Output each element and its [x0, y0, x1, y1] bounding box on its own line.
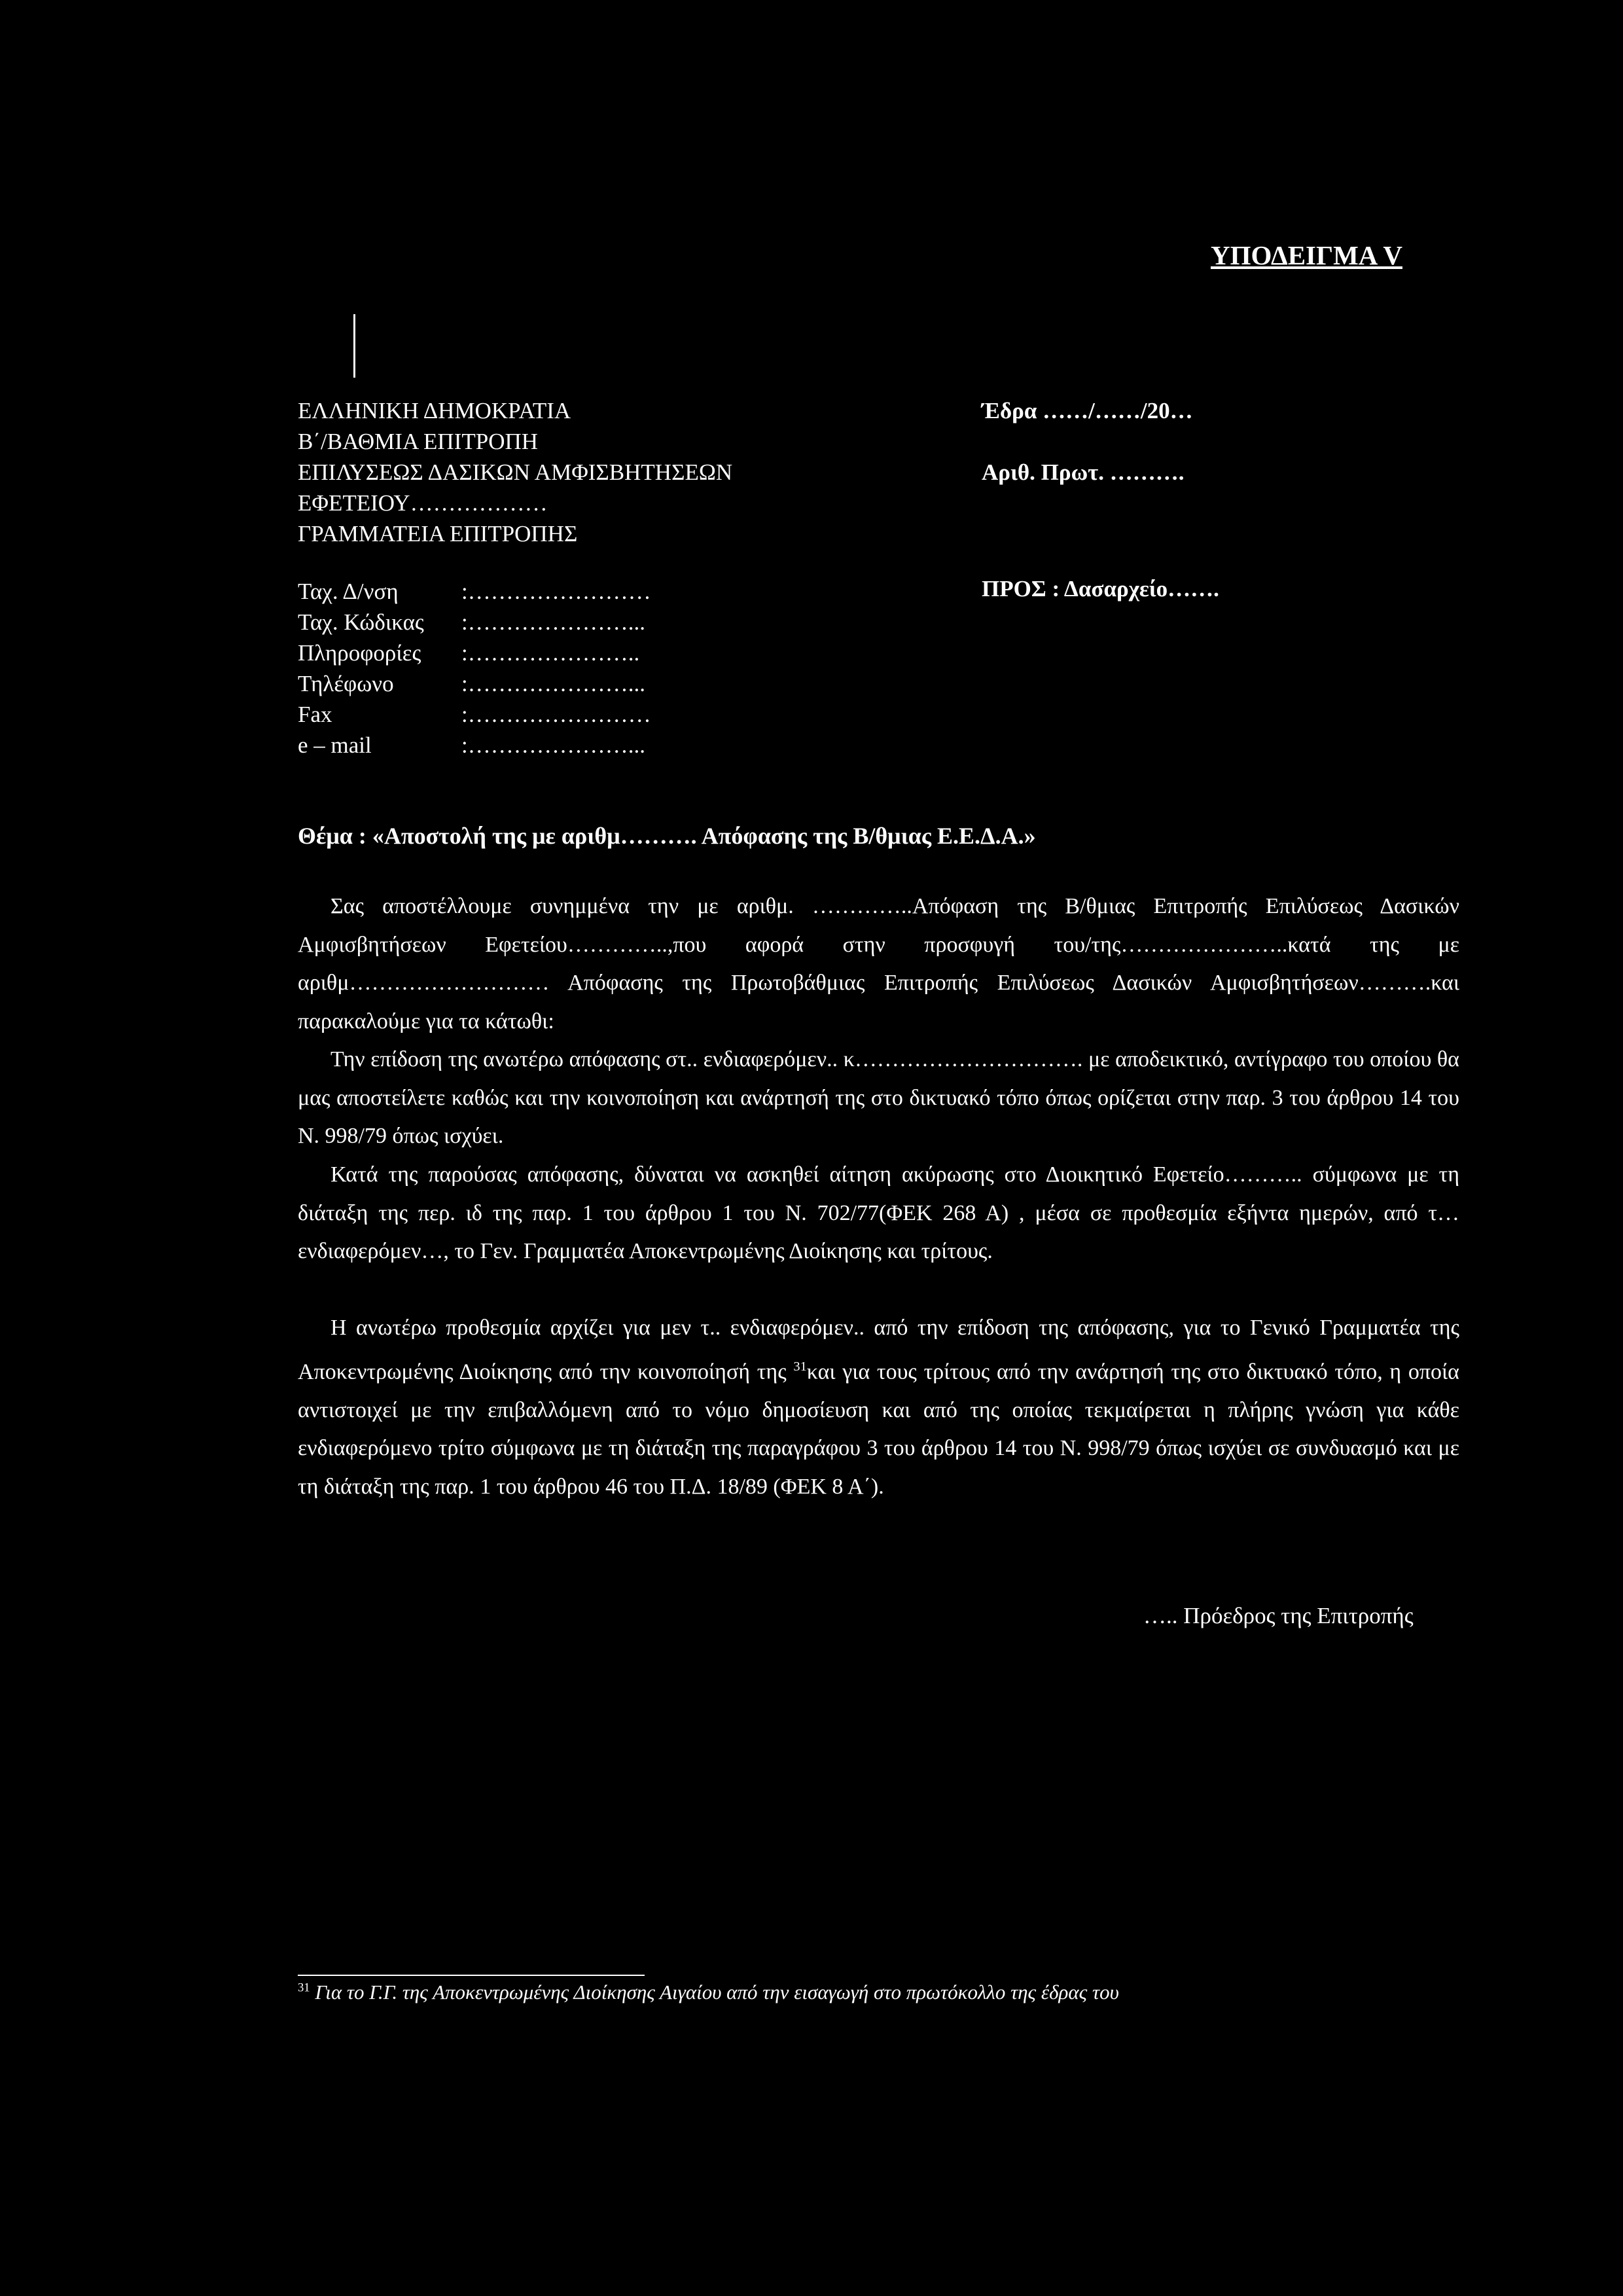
document-title: ΥΠΟΔΕΙΓΜΑ V: [1211, 240, 1402, 270]
margin-bar: [353, 314, 355, 378]
paragraph-text: και για τους τρίτους από την ανάρτησή της στο δικτυακό τόπο, η οποία αντιστοιχεί με την επιβαλλόμενη από το νόμο δημοσίευση και από της οποίας τεκμαίρεται η πλήρης γνώση για κάθε ενδιαφερόμενο τρίτο σύμφωνα με τη διάταξη της παραγράφου 3 του άρθρου 14 του Ν. 998/79 όπως ισχύει σε συνδυασμό και με τη διάταξη της παρ. 1 του άρθρου 46 του Π.Δ. 18/89 (ΦΕΚ 8 Α΄).: [298, 1359, 1459, 1499]
footnote: [298, 1981, 1119, 2004]
recipient: ΠΡΟΣ : Δασαρχείο…….: [982, 576, 1219, 601]
contact-value: :…………………...: [461, 732, 645, 758]
contact-block: [298, 576, 651, 761]
contact-label: Ταχ. Κώδικας: [298, 609, 424, 635]
contact-row: [298, 637, 651, 668]
contact-label: Τηλέφωνο: [298, 671, 394, 696]
contact-label: Ταχ. Δ/νση: [298, 579, 399, 604]
contact-value: :…………………...: [461, 609, 645, 635]
contact-value: :……………………: [461, 702, 651, 727]
signature-line: ….. Πρόεδρος της Επιτροπής: [1143, 1603, 1414, 1628]
body-paragraph: Κατά της παρούσας απόφασης, δύναται να ασκηθεί αίτηση ακύρωσης στο Διοικητικό Εφετείο……….. σύμφωνα με τη διάταξη της περ. ιδ της παρ. 1 του άρθρου 1 του Ν. 702/77(ΦΕΚ 268 Α) , μέσα σε προθεσμία εξήντα ημερών, από τ… ενδιαφερόμεν…, το Γεν. Γραμματέα Αποκεντρωμένης Διοίκησης και τρίτους.: [298, 1162, 1459, 1264]
footnote-reference: 31: [793, 1359, 807, 1374]
issuer-block: [298, 395, 732, 549]
contact-label: Πληροφορίες: [298, 640, 421, 666]
paragraph-text: Η ανωτέρω προθεσμία αρχίζει για μεν τ.. ενδιαφερόμεν.. από την επίδοση της απόφασης, για το Γενικό Γραμματέα της Αποκεντρωμένης Διοίκησης από την κοινοποίησή της: [298, 1316, 1459, 1384]
issuer-line: ΕΛΛΗΝΙΚΗ ΔΗΜΟΚΡΑΤΙΑ: [298, 398, 571, 423]
subject-line: Θέμα : «Αποστολή της με αριθμ………. Απόφασης της Β/θμιας Ε.Ε.Δ.Α.»: [298, 823, 1036, 849]
contact-label: Fax: [298, 702, 332, 727]
reference-block: [982, 395, 1193, 488]
body-paragraph: Την επίδοση της ανωτέρω απόφασης στ.. ενδιαφερόμεν.. κ…………………………. με αποδεικτικό, αντίγραφο του οποίου θα μας αποστείλετε καθώς και την κοινοποίηση και ανάρτησή της στο δικτυακό τόπο όπως ορίζεται στην παρ. 3 του άρθρου 14 του Ν. 998/79 όπως ισχύει.: [298, 1047, 1459, 1149]
contact-value: :…………………...: [461, 671, 645, 696]
footnote-number: 31: [298, 1981, 310, 1995]
body-paragraph: Σας αποστέλλουμε συνημμένα την με αριθμ. …………..Απόφαση της Β/θμιας Επιτροπής Επιλύσεως Δασικών Αμφισβητήσεων Εφετείου…………..,που αφορά στην προσφυγή του/της…………………..κατά της με αριθμ……………………… Απόφασης της Πρωτοβάθμιας Επιτροπής Επιλύσεως Δασικών Αμφισβητήσεων……….και παρακαλούμε για τα κάτωθι:: [298, 894, 1459, 1033]
footnote-text: Για το Γ.Γ. της Αποκεντρωμένης Διοίκησης Αιγαίου από την εισαγωγή στο πρωτόκολλο της έδρας του: [315, 1981, 1119, 2003]
issuer-line: Β΄/ΒΑΘΜΙΑ ΕΠΙΤΡΟΠΗ: [298, 429, 539, 454]
protocol-number-line: Αριθ. Πρωτ. ……….: [982, 459, 1185, 485]
contact-row: [298, 576, 651, 607]
contact-row: [298, 699, 651, 730]
body-paragraph: [298, 1309, 1459, 1506]
spacer: [982, 426, 1193, 457]
footnote-separator: [298, 1975, 645, 1976]
contact-row: [298, 607, 651, 637]
seat-date-line: Έδρα ……/……/20…: [982, 398, 1193, 423]
issuer-line: ΕΠΙΛΥΣΕΩΣ ΔΑΣΙΚΩΝ ΑΜΦΙΣΒΗΤΗΣΕΩΝ: [298, 459, 733, 485]
issuer-line: ΓΡΑΜΜΑΤΕΙΑ ΕΠΙΤΡΟΠΗΣ: [298, 521, 578, 547]
issuer-line: ΕΦΕΤΕΙΟΥ………………: [298, 490, 548, 516]
contact-row: [298, 668, 651, 699]
contact-value: :……………………: [461, 579, 651, 604]
contact-label: e – mail: [298, 732, 372, 758]
contact-value: :…………………..: [461, 640, 640, 666]
contact-row: [298, 730, 651, 761]
